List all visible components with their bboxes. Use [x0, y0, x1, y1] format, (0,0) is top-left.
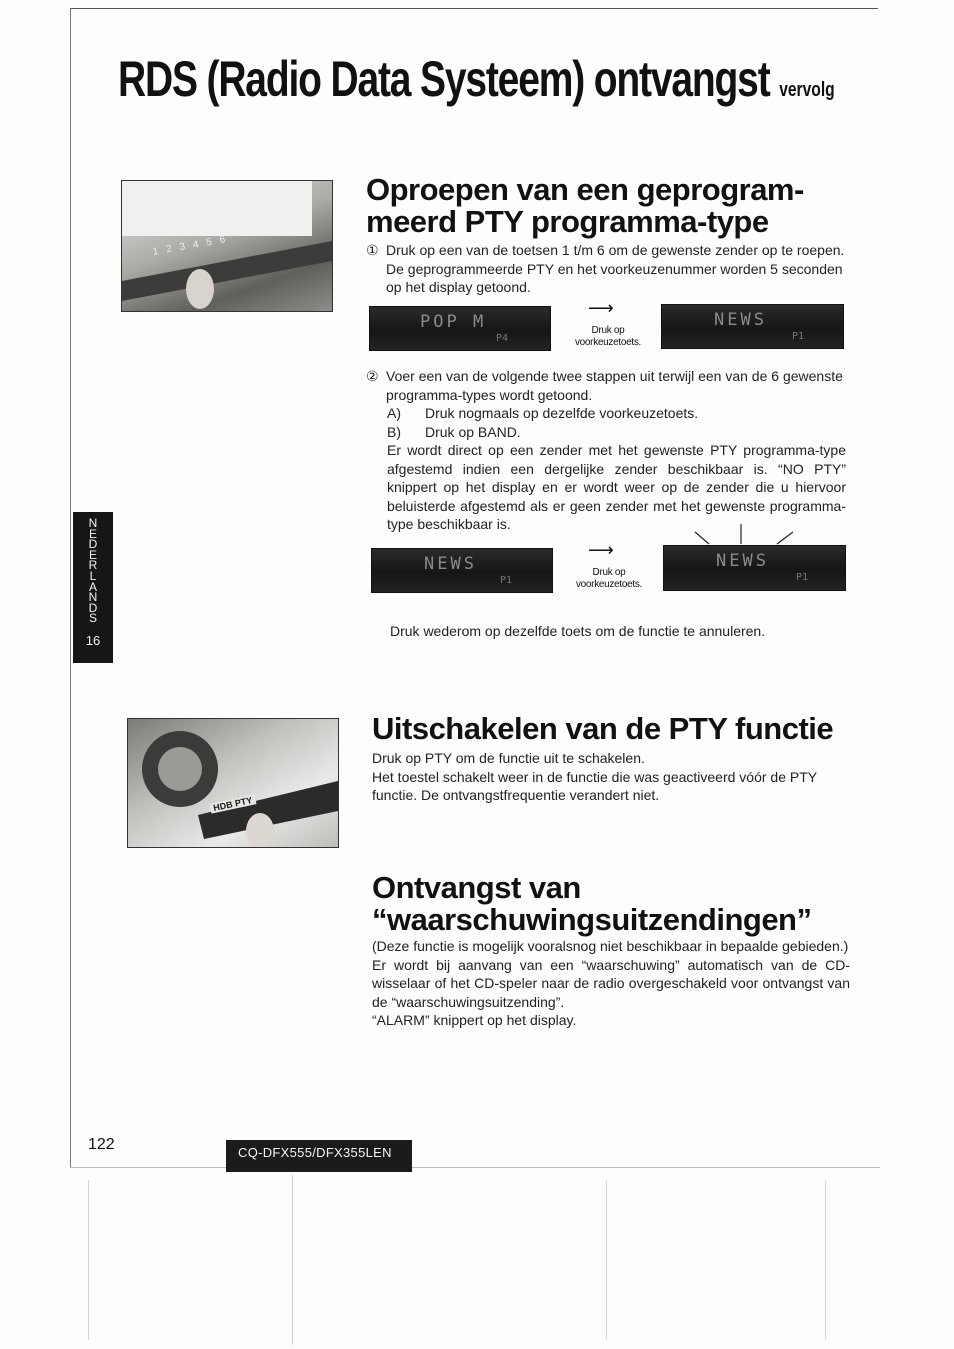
section-disable-pty: [372, 713, 852, 805]
section-text: Het toestel schakelt weer in de functie die was geactiveerd vóór de PTY functie. De ontvangstfrequentie verandert niet.: [372, 768, 817, 803]
model-number: CQ-DFX555/DFX355LEN: [226, 1140, 412, 1172]
preset-buttons-photo: [121, 180, 333, 312]
step-2-explanation: Er wordt direct op een zender met het gewenste PTY programma-type afgestemd indien een dergelijke zender beschikbaar is. “NO PTY” knippert op het display en er wordt weer op de zender die u hiervoor beluisterde afgestemd als er geen zender met het gewenste programma-type beschikbaar is.: [387, 442, 846, 532]
section-heading: [372, 872, 850, 936]
preset-key: 4: [192, 238, 200, 251]
section-text: Er wordt bij aanvang van een “waarschuwing” automatisch van de CD-wisselaar of het CD-speler naar de radio overgeschakeld voor ontvangst van de “waarschuwingsuitzending”.: [372, 956, 850, 1010]
caption-line: voorkeuzetoets.: [574, 337, 642, 348]
step-number: ②: [366, 368, 379, 384]
option-label: B): [387, 423, 401, 440]
step-text: Voer een van de volgende twee stappen uit terwijl een van de 6 gewenste programma-types wordt getoond.: [386, 368, 843, 403]
step-1: [366, 241, 852, 297]
tab-letter: D: [88, 537, 98, 552]
preset-key: 3: [178, 241, 187, 254]
section-recall-pty: [366, 174, 852, 297]
lcd-text: NEWS: [424, 554, 477, 574]
step-2: [366, 367, 846, 404]
left-rule: [70, 8, 71, 1168]
arrow-right-icon: ⟶: [588, 540, 614, 560]
lcd-preset: P1: [792, 331, 805, 342]
preset-key: 5: [205, 236, 213, 249]
page-title: [118, 50, 835, 108]
scan-line: [825, 1180, 826, 1340]
tab-page-number: 16: [85, 632, 101, 648]
arrow-caption: [565, 567, 653, 591]
tab-letter: R: [88, 558, 98, 573]
preset-key: 2: [165, 243, 173, 256]
page-title-text: RDS (Radio Data Systeem) ontvangst: [118, 51, 770, 107]
page-title-continued: vervolg: [779, 79, 835, 101]
top-rule: [70, 8, 878, 9]
step-number: ①: [366, 242, 379, 258]
page-number: 122: [88, 1136, 115, 1153]
section-heading: Uitschakelen van de PTY functie: [372, 711, 834, 746]
lcd-display-news-steady: [371, 548, 553, 593]
pty-button-photo: [127, 718, 339, 848]
lcd-text: POP M: [420, 312, 487, 332]
scan-line: [292, 1175, 293, 1345]
caption-line: voorkeuzetoets.: [575, 579, 643, 590]
tab-letter: S: [88, 611, 97, 626]
tab-letter: A: [88, 579, 97, 594]
caption-line: Druk op: [591, 325, 625, 336]
option-a: [387, 404, 846, 423]
preset-key: 6: [218, 234, 227, 247]
lcd-text: NEWS: [716, 551, 769, 571]
finger-icon: [186, 269, 214, 309]
lcd-text: NEWS: [714, 310, 767, 330]
section-heading: [366, 174, 852, 238]
scan-line: [606, 1180, 607, 1340]
alarm-note: “ALARM” knippert op het display.: [372, 1012, 577, 1028]
arrow-caption: [564, 325, 652, 349]
tab-letter: E: [88, 547, 97, 562]
lcd-preset: P4: [496, 333, 509, 344]
tab-letter: L: [89, 568, 97, 583]
section-heading-line: “waarschuwingsuitzendingen”: [372, 902, 812, 937]
tab-letter: N: [88, 516, 98, 530]
caption-line: Druk op: [592, 567, 626, 578]
blink-indicator-icon: [685, 522, 805, 552]
section-text: Druk op PTY om de functie uit te schakelen.: [372, 750, 645, 766]
tab-letter: N: [88, 590, 98, 605]
option-text: Druk op BAND.: [425, 423, 521, 440]
option-label: A): [387, 405, 401, 421]
scan-line: [88, 1180, 89, 1340]
lcd-preset: P1: [500, 575, 513, 586]
step-text: Druk op een van de toetsen 1 t/m 6 om de gewenste zender op te roepen. De geprogrammeerde PTY en het voorkeuzenummer worden 5 seconden op het display getoond.: [386, 242, 845, 295]
option-text: Druk nogmaals op dezelfde voorkeuzetoets.: [425, 405, 699, 421]
lcd-preset: P1: [796, 572, 809, 583]
section-heading-line: meerd PTY programma-type: [366, 204, 769, 239]
step-2-block: [366, 367, 846, 534]
pty-button-label: HDB PTY: [209, 794, 256, 813]
option-b: [387, 423, 846, 442]
preset-key: 1: [152, 246, 160, 258]
cancel-note: Druk wederom op dezelfde toets om de functie te annuleren.: [390, 623, 766, 639]
availability-note: (Deze functie is mogelijk vooralsnog niet beschikbaar in bepaalde gebieden.): [372, 938, 849, 954]
lcd-display-pop: [369, 306, 551, 351]
bottom-rule: [70, 1167, 880, 1168]
lcd-display-news: [661, 304, 844, 349]
pty-illustration: [128, 719, 338, 847]
step-2-options: [366, 404, 846, 534]
tab-letter: E: [88, 526, 97, 541]
arrow-right-icon: ⟶: [588, 298, 614, 318]
volume-knob-center: [158, 747, 202, 791]
section-heading-line: Ontvangst van: [372, 870, 581, 905]
tab-letter: D: [88, 600, 98, 615]
section-heading-line: Oproepen van een geprogram-: [366, 172, 804, 207]
language-tab: [73, 512, 113, 663]
section-warning-broadcasts: [372, 872, 850, 1030]
